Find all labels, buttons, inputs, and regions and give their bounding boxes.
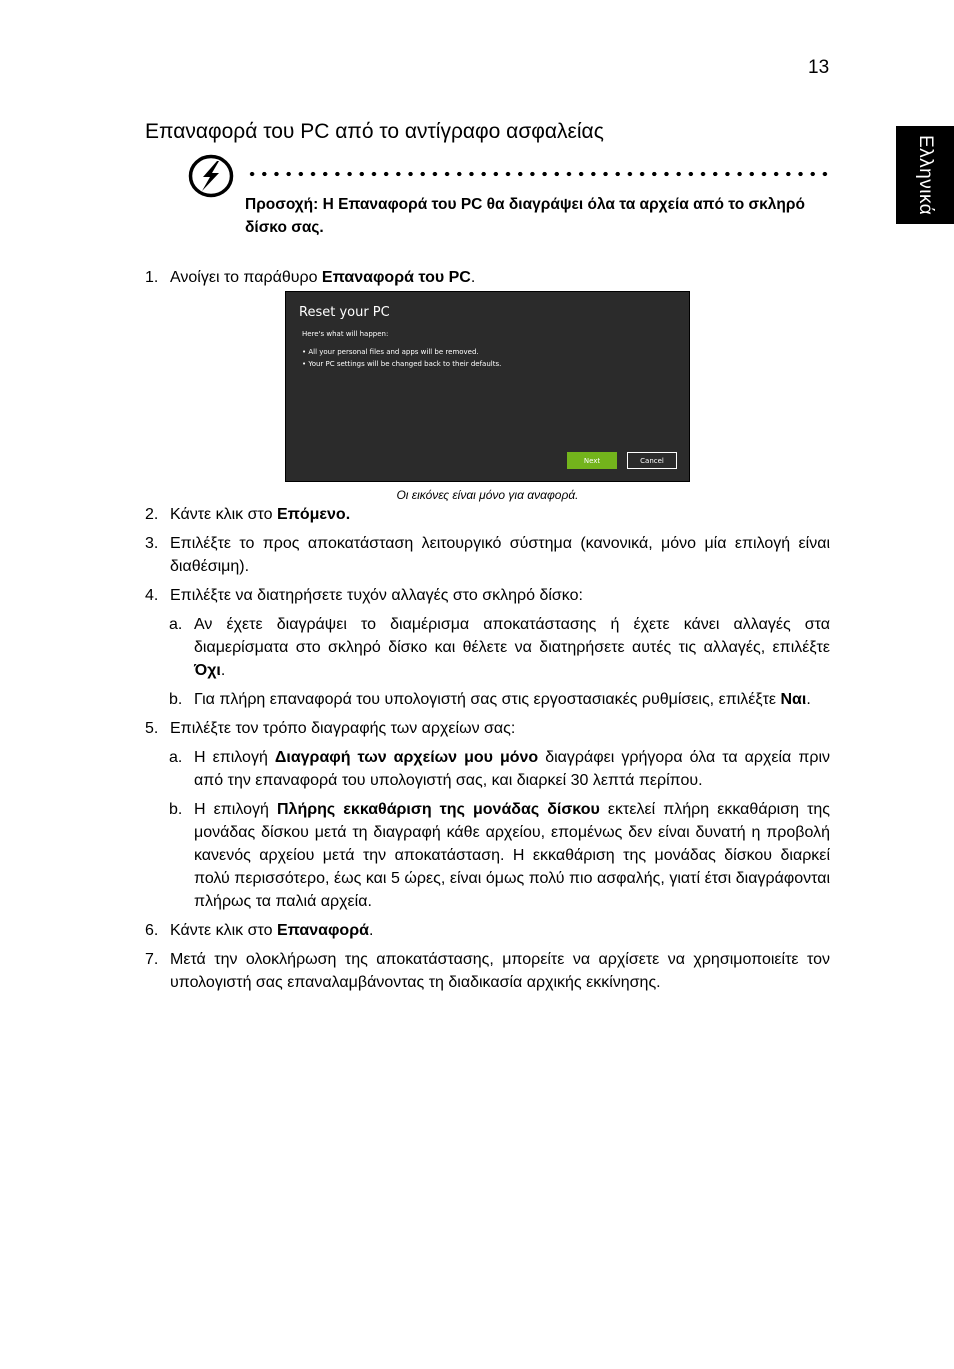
sub-bold: Διαγραφή των αρχείων μου μόνο — [274, 749, 539, 766]
sub-bold: Ναι — [780, 691, 807, 708]
step-text: Επιλέξτε το προς αποκατάσταση λειτουργικό σύστημα (κανονικά, μόνο μία επιλογή είναι διαθέσιμη). — [170, 535, 830, 575]
reset-subtitle: Here's what will happen: — [302, 330, 389, 338]
step-text: Μετά την ολοκλήρωση της αποκατάστασης, μπορείτε να αρχίσετε να χρησιμοποιείτε τον υπολογιστή σας επαναλαμβάνοντας τη διαδικασία αρχικής εκκίνησης. — [170, 951, 830, 991]
section-title: Επαναφορά του PC από το αντίγραφο ασφαλείας — [145, 120, 604, 143]
sub-tail: . — [806, 691, 811, 708]
next-button[interactable]: Next — [567, 452, 617, 469]
step-text: Κάντε κλικ στο — [170, 506, 277, 523]
step-bold: Επόμενο. — [276, 506, 351, 523]
step-text: Επιλέξτε τον τρόπο διαγραφής των αρχείων σας: — [170, 720, 516, 737]
sub-letter: b. — [169, 691, 183, 708]
sub-pre: Η επιλογή — [194, 749, 275, 766]
sub-text: Για πλήρη επαναφορά του υπολογιστή σας στις εργοστασιακές ρυθμίσεις, επιλέξτε — [194, 691, 781, 708]
step-text: Κάντε κλικ στο — [170, 922, 277, 939]
sub-tail: . — [220, 662, 226, 679]
step-tail: . — [368, 922, 374, 939]
step-tail: . — [470, 269, 476, 286]
cancel-button[interactable]: Cancel — [627, 452, 677, 469]
step-5b — [145, 798, 830, 913]
reset-bullet: • Your PC settings will be changed back to their defaults. — [302, 360, 502, 368]
step-number: 6. — [145, 922, 159, 939]
sub-letter: b. — [169, 801, 183, 818]
step-2 — [145, 503, 830, 526]
sub-bold: Όχι — [194, 662, 221, 679]
step-number: 2. — [145, 506, 159, 523]
sub-tail: διαγράφει γρήγορα όλα τα αρχεία πριν από την επαναφορά του υπολογιστή σας, και διαρκεί 30 λεπτά περίπου. — [194, 749, 831, 789]
sub-letter: a. — [169, 616, 183, 633]
step-5 — [145, 717, 830, 740]
image-caption: Οι εικόνες είναι μόνο για αναφορά. — [396, 488, 579, 502]
sub-pre: Η επιλογή — [194, 801, 277, 818]
step-5a — [145, 746, 830, 792]
reset-pc-screenshot — [285, 291, 690, 482]
step-number: 5. — [145, 720, 159, 737]
sub-bold: Πλήρης εκκαθάριση της μονάδας δίσκου — [277, 801, 600, 818]
step-6 — [145, 919, 830, 942]
step-number: 1. — [145, 269, 159, 286]
language-tab — [896, 126, 954, 224]
caution-divider — [246, 171, 830, 177]
step-bold: Επαναφορά — [276, 922, 369, 939]
step-number: 7. — [145, 951, 159, 968]
step-1 — [145, 266, 830, 289]
warning-bolt-icon — [188, 154, 234, 198]
caution-text: Προσοχή: Η Επαναφορά του PC θα διαγράψει όλα τα αρχεία από το σκληρό δίσκο σας. — [245, 196, 805, 236]
sub-letter: a. — [169, 749, 183, 766]
step-4 — [145, 584, 830, 607]
sub-text: Αν έχετε διαγράψει το διαμέρισμα αποκατάστασης ή έχετε κάνει αλλαγές στα διαμερίσματα στο σκληρό δίσκο και θέλετε να διατηρήσετε αυτές τις αλλαγές, επιλέξτε — [194, 616, 830, 656]
language-tab-label: Ελληνικά — [915, 134, 936, 216]
step-number: 4. — [145, 587, 159, 604]
step-text: Ανοίγει το παράθυρο — [170, 269, 322, 286]
step-4b — [145, 688, 830, 711]
step-text: Επιλέξτε να διατηρήσετε τυχόν αλλαγές στο σκληρό δίσκο: — [170, 587, 583, 604]
step-bold: Επαναφορά του PC — [321, 269, 471, 286]
step-3 — [145, 532, 830, 578]
step-number: 3. — [145, 535, 159, 552]
step-7 — [145, 948, 830, 994]
reset-bullet: • All your personal files and apps will be removed. — [302, 348, 479, 356]
steps-list — [145, 503, 830, 994]
step-4a — [145, 613, 830, 682]
page-number: 13 — [808, 57, 830, 78]
reset-title: Reset your PC — [299, 305, 390, 320]
sub-tail: εκτελεί πλήρη εκκαθάριση της μονάδας δίσκου μετά τη διαγραφή κάθε αρχείου, επομένως δεν είναι δυνατή η προβολή κανενός αρχείου μετά την αποκατάσταση. Η εκκαθάριση της μονάδας δίσκου διαρκεί πολύ περισσότερο, έως και 5 ώρες, είναι όμως πολύ πιο ασφαλής, γιατί έτσι διαγράφονται πλήρως τα παλιά αρχεία. — [194, 801, 830, 910]
